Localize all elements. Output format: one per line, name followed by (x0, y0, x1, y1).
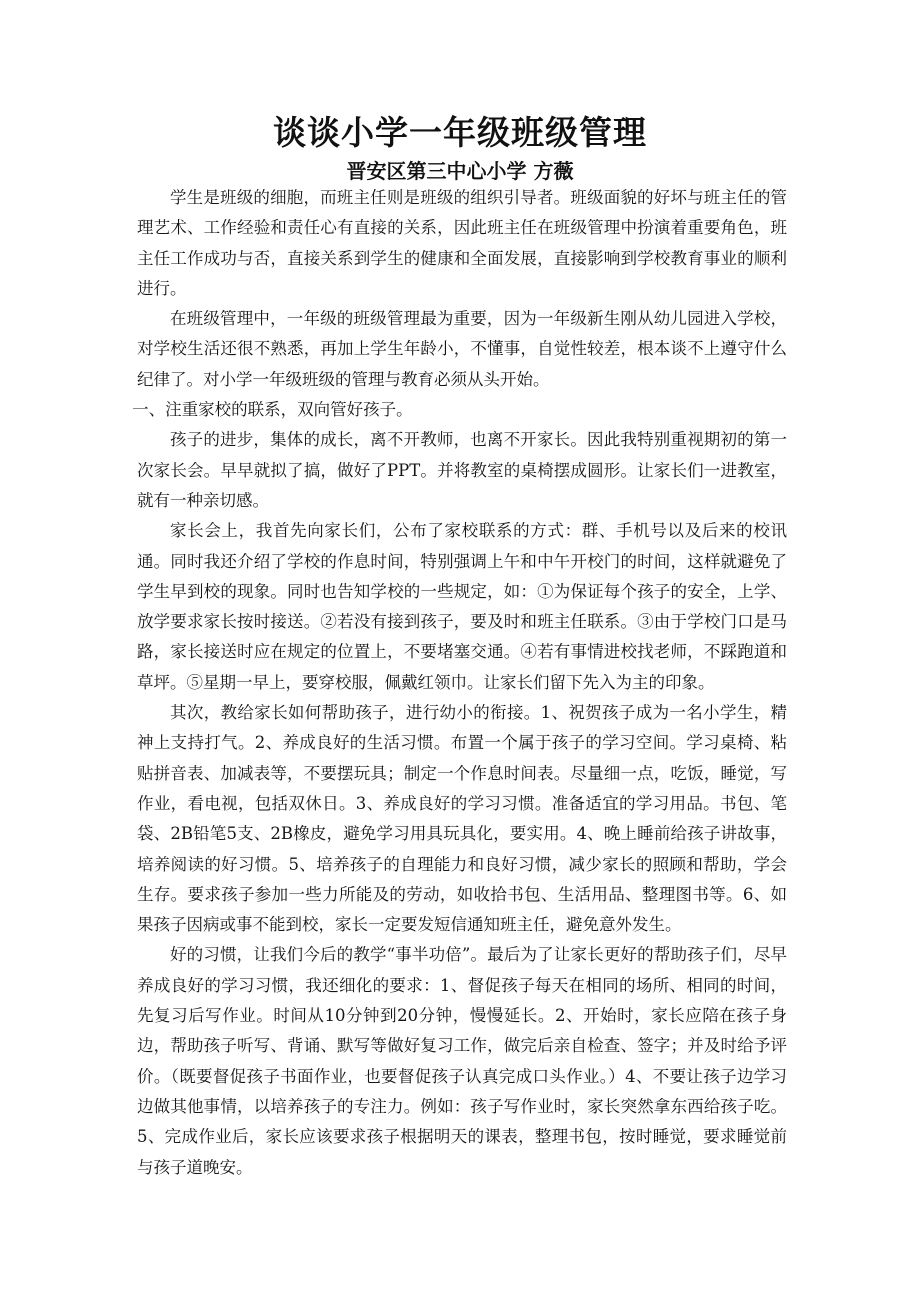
document-body (132, 183, 787, 1183)
document-author: 晋安区第三中心小学 方薇 (346, 159, 574, 183)
body-paragraph: 学生是班级的细胞，而班主任则是班级的组织引导者。班级面貌的好坏与班主任的管理艺术、工作经验和责任心有直接的关系，因此班主任在班级管理中扮演着重要角色，班主任工作成功与否，直接关系到学生的健康和全面发展，直接影响到学校教育事业的顺利进行。 (137, 188, 787, 298)
body-paragraph: 家长会上，我首先向家长们，公布了家校联系的方式：群、手机号以及后来的校讯通。同时我还介绍了学校的作息时间，特别强调上午和中午开校门的时间，这样就避免了学生早到校的现象。同时也告知学校的一些规定，如：①为保证每个孩子的安全，上学、放学要求家长按时接送。②若没有接到孩子，要及时和班主任联系。③由于学校门口是马路，家长接送时应在规定的位置上，不要堵塞交通。④若有事情进校找老师，不踩跑道和草坪。⑤星期一早上，要穿校服，佩戴红领巾。让家长们留下先入为主的印象。 (137, 521, 787, 692)
body-paragraph: 孩子的进步，集体的成长，离不开教师，也离不开家长。因此我特别重视期初的第一次家长会。早早就拟了搞，做好了PPT。并将教室的桌椅摆成圆形。让家长们一进教室，就有一种亲切感。 (137, 430, 787, 510)
body-paragraph: 好的习惯，让我们今后的教学“事半功倍”。最后为了让家长更好的帮助孩子们，尽早养成良好的学习习惯，我还细化的要求：1、督促孩子每天在相同的场所、相同的时间，先复习后写作业。时间从10分钟到20分钟，慢慢延长。2、开始时，家长应陪在孩子身边，帮助孩子听写、背诵、默写等做好复习工作，做完后亲自检查、签字；并及时给予评价。（既要督促孩子书面作业，也要督促孩子认真完成口头作业。）4、不要让孩子边学习边做其他事情，以培养孩子的专注力。例如：孩子写作业时，家长突然拿东西给孩子吃。5、完成作业后，家长应该要求孩子根据明天的课表，整理书包，按时睡觉，要求睡觉前与孩子道晚安。 (137, 945, 787, 1177)
section-heading: 一、注重家校的联系，双向管好孩子。 (132, 400, 413, 420)
body-paragraph: 在班级管理中，一年级的班级管理最为重要，因为一年级新生刚从幼儿园进入学校，对学校生活还很不熟悉，再加上学生年龄小，不懂事，自觉性较差，根本谈不上遵守什么纪律了。对小学一年级班级的管理与教育必须从头开始。 (137, 309, 787, 389)
document-title: 谈谈小学一年级班级管理 (273, 113, 647, 152)
body-paragraph: 其次，教给家长如何帮助孩子，进行幼小的衔接。1、祝贺孩子成为一名小学生，精神上支持打气。2、养成良好的生活习惯。布置一个属于孩子的学习空间。学习桌椅、粘贴拼音表、加减表等，不要摆玩具；制定一个作息时间表。尽量细一点，吃饭，睡觉，写作业，看电视，包括双休日。3、养成良好的学习习惯。准备适宜的学习用品。书包、笔袋、2B铅笔5支、2B橡皮，避免学习用具玩具化，要实用。4、晚上睡前给孩子讲故事，培养阅读的好习惯。5、培养孩子的自理能力和良好习惯，减少家长的照顾和帮助，学会生存。要求孩子参加一些力所能及的劳动，如收拾书包、生活用品、整理图书等。6、如果孩子因病或事不能到校，家长一定要发短信通知班主任，避免意外发生。 (137, 703, 787, 935)
